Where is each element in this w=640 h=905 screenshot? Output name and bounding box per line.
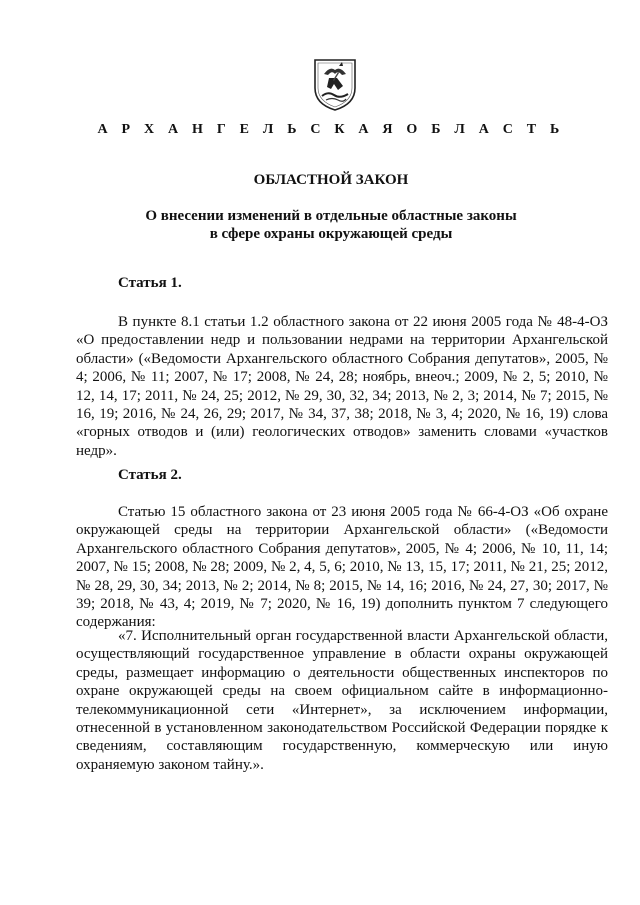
article-1-heading: Статья 1. (118, 275, 182, 291)
law-title (0, 207, 640, 243)
article-2-paragraph-1: Статью 15 областного закона от 23 июня 2005 года № 66-4-ОЗ «Об охране окружающей среды на территории Архангельской области» («Ведомости Архангельского областного Собрания депутатов», 2005, № 4; 2006, № 10, 11, 14; 2007, № 15; 2008, № 28; 2009, № 2, 4, 5, 6; 2010, № 13, 15, 17; 2011, № 21, 25; 2012, № 28, 29, 30, 34; 2013, № 2; 2014, № 8; 2015, № 14, 16; 2016, № 24, 27, 30; 2017, № 39; 2018, № 43, 4; 2019, № 7; 2020, № 16, 19) дополнить пунктом 7 следующего содержания: (76, 504, 608, 631)
law-title-line-2: в сфере охраны окружающей среды (209, 226, 453, 242)
law-type-heading: ОБЛАСТНОЙ ЗАКОН (253, 172, 409, 188)
article-2-paragraph-2: «7. Исполнительный орган государственной власти Архангельской области, осуществляющий государственное управление в области охраны окружающей среды, размещает информацию о деятельности общественных инспекторов по охране окружающей среды на своем официальном сайте в информационно-телекоммуникационной сети «Интернет», за исключением информации, отнесенной в установленном законодательством Российской Федерации порядке к сведениям, составляющим государственную, коммерческую или иную охраняемую законом тайну.». (76, 628, 608, 773)
article-2-heading: Статья 2. (118, 467, 182, 483)
law-title-line-1: О внесении изменений в отдельные областные законы (145, 208, 517, 224)
region-title: А Р Х А Н Г Е Л Ь С К А Я О Б Л А С Т Ь (97, 122, 565, 137)
arkhangelsk-coat-of-arms-icon (312, 58, 358, 112)
article-1-paragraph: В пункте 8.1 статьи 1.2 областного закона от 22 июня 2005 года № 48-4-ОЗ «О предоставлении недр и пользовании недрами на территории Архангельской области» («Ведомости Архангельского областного Собрания депутатов», 2005, № 4; 2006, № 11; 2007, № 17; 2008, № 24, 28; ноябрь, внеоч.; 2009, № 2, 5; 2010, № 12, 14, 17; 2011, № 24, 25; 2012, № 29, 30, 32, 34; 2013, № 2, 3; 2014, № 7; 2015, № 16, 19; 2016, № 24, 26, 29; 2017, № 34, 37, 38; 2018, № 3, 4; 2020, № 16, 19) слова «горных отводов и (или) геологических отводов» заменить словами «участков недр». (76, 314, 608, 459)
